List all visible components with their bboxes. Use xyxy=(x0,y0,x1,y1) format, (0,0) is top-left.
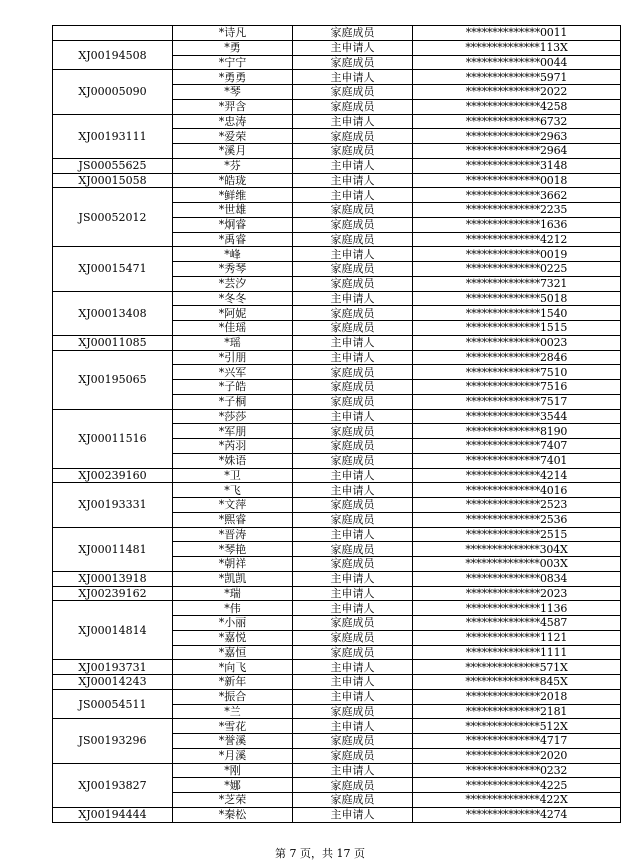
name-cell: *琴艳 xyxy=(173,542,293,557)
name-cell: *熙睿 xyxy=(173,512,293,527)
application-id-cell: XJ00011516 xyxy=(53,409,173,468)
role-cell: 家庭成员 xyxy=(293,232,413,247)
application-id-cell: XJ00194508 xyxy=(53,40,173,70)
name-cell: *秀琴 xyxy=(173,262,293,277)
name-cell: *爱荣 xyxy=(173,129,293,144)
role-cell: 家庭成员 xyxy=(293,748,413,763)
name-cell: *嘉悦 xyxy=(173,630,293,645)
table-row xyxy=(53,335,621,350)
role-cell: 主申请人 xyxy=(293,40,413,55)
name-cell: *羿含 xyxy=(173,99,293,114)
id-number-cell: **************2846 xyxy=(413,350,621,365)
application-id-cell: XJ00011085 xyxy=(53,335,173,350)
id-number-cell: **************4274 xyxy=(413,807,621,822)
name-cell: *娜 xyxy=(173,778,293,793)
id-number-cell: **************7401 xyxy=(413,453,621,468)
id-number-cell: **************0011 xyxy=(413,26,621,41)
id-number-cell: **************7407 xyxy=(413,439,621,454)
id-number-cell: **************4587 xyxy=(413,616,621,631)
name-cell: *兴军 xyxy=(173,365,293,380)
application-id-cell xyxy=(53,26,173,41)
role-cell: 主申请人 xyxy=(293,660,413,675)
id-number-cell: **************0232 xyxy=(413,763,621,778)
id-number-cell: **************1515 xyxy=(413,321,621,336)
application-id-cell: XJ00014814 xyxy=(53,601,173,660)
id-number-cell: **************7516 xyxy=(413,380,621,395)
name-cell: *莎莎 xyxy=(173,409,293,424)
role-cell: 家庭成员 xyxy=(293,55,413,70)
role-cell: 主申请人 xyxy=(293,291,413,306)
id-number-cell: **************113X xyxy=(413,40,621,55)
role-cell: 主申请人 xyxy=(293,335,413,350)
table-row xyxy=(53,158,621,173)
application-id-cell: XJ00005090 xyxy=(53,70,173,114)
role-cell: 家庭成员 xyxy=(293,394,413,409)
name-cell: *芸汐 xyxy=(173,276,293,291)
id-number-cell: **************7510 xyxy=(413,365,621,380)
id-number-cell: **************1121 xyxy=(413,630,621,645)
id-number-cell: **************4212 xyxy=(413,232,621,247)
role-cell: 家庭成员 xyxy=(293,321,413,336)
role-cell: 家庭成员 xyxy=(293,99,413,114)
role-cell: 家庭成员 xyxy=(293,262,413,277)
id-number-cell: **************7517 xyxy=(413,394,621,409)
id-number-cell: **************845X xyxy=(413,675,621,690)
name-cell: *雪花 xyxy=(173,719,293,734)
table-row xyxy=(53,601,621,616)
name-cell: *皓珑 xyxy=(173,173,293,188)
id-number-cell: **************5018 xyxy=(413,291,621,306)
role-cell: 家庭成员 xyxy=(293,645,413,660)
name-cell: *秦松 xyxy=(173,807,293,822)
id-number-cell: **************6732 xyxy=(413,114,621,129)
role-cell: 家庭成员 xyxy=(293,453,413,468)
id-number-cell: **************2235 xyxy=(413,203,621,218)
table-row xyxy=(53,468,621,483)
id-number-cell: **************3148 xyxy=(413,158,621,173)
name-cell: *卫 xyxy=(173,468,293,483)
name-cell: *芬 xyxy=(173,158,293,173)
id-number-cell: **************0834 xyxy=(413,571,621,586)
table-row xyxy=(53,173,621,188)
role-cell: 家庭成员 xyxy=(293,129,413,144)
name-cell: *禹睿 xyxy=(173,232,293,247)
name-cell: *勇勇 xyxy=(173,70,293,85)
name-cell: *冬冬 xyxy=(173,291,293,306)
name-cell: *新年 xyxy=(173,675,293,690)
application-id-cell: XJ00193331 xyxy=(53,483,173,527)
application-id-cell: XJ00014243 xyxy=(53,675,173,690)
role-cell: 家庭成员 xyxy=(293,203,413,218)
name-cell: *宁宁 xyxy=(173,55,293,70)
applicant-table-body xyxy=(53,26,621,823)
application-id-cell: XJ00013918 xyxy=(53,571,173,586)
id-number-cell: **************4717 xyxy=(413,734,621,749)
role-cell: 主申请人 xyxy=(293,114,413,129)
name-cell: *诗凡 xyxy=(173,26,293,41)
role-cell: 主申请人 xyxy=(293,527,413,542)
id-number-cell: **************512X xyxy=(413,719,621,734)
role-cell: 家庭成员 xyxy=(293,498,413,513)
application-id-cell: XJ00011481 xyxy=(53,527,173,571)
name-cell: *军朋 xyxy=(173,424,293,439)
role-cell: 主申请人 xyxy=(293,188,413,203)
id-number-cell: **************2964 xyxy=(413,144,621,159)
application-id-cell: JS00055625 xyxy=(53,158,173,173)
name-cell: *子桐 xyxy=(173,394,293,409)
role-cell: 主申请人 xyxy=(293,483,413,498)
name-cell: *姝语 xyxy=(173,453,293,468)
name-cell: *瑞 xyxy=(173,586,293,601)
role-cell: 主申请人 xyxy=(293,601,413,616)
name-cell: *炯睿 xyxy=(173,217,293,232)
id-number-cell: **************2963 xyxy=(413,129,621,144)
id-number-cell: **************003X xyxy=(413,557,621,572)
role-cell: 主申请人 xyxy=(293,70,413,85)
role-cell: 主申请人 xyxy=(293,571,413,586)
name-cell: *兰 xyxy=(173,704,293,719)
name-cell: *芝荣 xyxy=(173,793,293,808)
application-id-cell: XJ00015058 xyxy=(53,173,173,188)
application-id-cell: JS00052012 xyxy=(53,188,173,247)
table-row xyxy=(53,807,621,822)
role-cell: 主申请人 xyxy=(293,468,413,483)
id-number-cell: **************2181 xyxy=(413,704,621,719)
role-cell: 主申请人 xyxy=(293,675,413,690)
application-id-cell: XJ00239162 xyxy=(53,586,173,601)
id-number-cell: **************2023 xyxy=(413,586,621,601)
applicant-table xyxy=(52,25,621,823)
name-cell: *朝祥 xyxy=(173,557,293,572)
id-number-cell: **************0225 xyxy=(413,262,621,277)
role-cell: 家庭成员 xyxy=(293,380,413,395)
name-cell: *溪月 xyxy=(173,144,293,159)
id-number-cell: **************5971 xyxy=(413,70,621,85)
role-cell: 家庭成员 xyxy=(293,793,413,808)
table-row xyxy=(53,483,621,498)
id-number-cell: **************4016 xyxy=(413,483,621,498)
name-cell: *勇 xyxy=(173,40,293,55)
role-cell: 主申请人 xyxy=(293,158,413,173)
role-cell: 主申请人 xyxy=(293,350,413,365)
id-number-cell: **************2536 xyxy=(413,512,621,527)
role-cell: 家庭成员 xyxy=(293,217,413,232)
table-row xyxy=(53,586,621,601)
role-cell: 家庭成员 xyxy=(293,512,413,527)
id-number-cell: **************3662 xyxy=(413,188,621,203)
name-cell: *小丽 xyxy=(173,616,293,631)
application-id-cell: XJ00195065 xyxy=(53,350,173,409)
table-row xyxy=(53,675,621,690)
name-cell: *晋涛 xyxy=(173,527,293,542)
id-number-cell: **************2018 xyxy=(413,689,621,704)
table-row xyxy=(53,40,621,55)
role-cell: 家庭成员 xyxy=(293,704,413,719)
role-cell: 家庭成员 xyxy=(293,630,413,645)
role-cell: 主申请人 xyxy=(293,689,413,704)
role-cell: 主申请人 xyxy=(293,719,413,734)
id-number-cell: **************1540 xyxy=(413,306,621,321)
name-cell: *振合 xyxy=(173,689,293,704)
table-row xyxy=(53,70,621,85)
role-cell: 主申请人 xyxy=(293,763,413,778)
id-number-cell: **************8190 xyxy=(413,424,621,439)
name-cell: *忠涛 xyxy=(173,114,293,129)
name-cell: *文萍 xyxy=(173,498,293,513)
table-row xyxy=(53,188,621,203)
name-cell: *引朋 xyxy=(173,350,293,365)
application-id-cell: JS00054511 xyxy=(53,689,173,719)
name-cell: *向飞 xyxy=(173,660,293,675)
application-id-cell: XJ00013408 xyxy=(53,291,173,335)
role-cell: 家庭成员 xyxy=(293,365,413,380)
name-cell: *佳瑶 xyxy=(173,321,293,336)
name-cell: *琴 xyxy=(173,85,293,100)
role-cell: 家庭成员 xyxy=(293,778,413,793)
name-cell: *嘉恒 xyxy=(173,645,293,660)
page-footer: 第 7 页，共 17 页 xyxy=(275,847,365,860)
name-cell: *峰 xyxy=(173,247,293,262)
role-cell: 家庭成员 xyxy=(293,439,413,454)
role-cell: 家庭成员 xyxy=(293,616,413,631)
id-number-cell: **************571X xyxy=(413,660,621,675)
table-row xyxy=(53,291,621,306)
table-row xyxy=(53,571,621,586)
id-number-cell: **************0044 xyxy=(413,55,621,70)
application-id-cell: XJ00193111 xyxy=(53,114,173,158)
name-cell: *世雄 xyxy=(173,203,293,218)
name-cell: *飞 xyxy=(173,483,293,498)
role-cell: 家庭成员 xyxy=(293,557,413,572)
role-cell: 主申请人 xyxy=(293,247,413,262)
name-cell: *伟 xyxy=(173,601,293,616)
role-cell: 家庭成员 xyxy=(293,26,413,41)
role-cell: 主申请人 xyxy=(293,409,413,424)
name-cell: *芮羽 xyxy=(173,439,293,454)
role-cell: 家庭成员 xyxy=(293,542,413,557)
id-number-cell: **************2020 xyxy=(413,748,621,763)
role-cell: 家庭成员 xyxy=(293,424,413,439)
application-id-cell: XJ00193731 xyxy=(53,660,173,675)
application-id-cell: XJ00193827 xyxy=(53,763,173,807)
table-row xyxy=(53,409,621,424)
table-row xyxy=(53,689,621,704)
id-number-cell: **************2515 xyxy=(413,527,621,542)
role-cell: 家庭成员 xyxy=(293,144,413,159)
id-number-cell: **************2523 xyxy=(413,498,621,513)
application-id-cell: XJ00015471 xyxy=(53,247,173,291)
role-cell: 家庭成员 xyxy=(293,306,413,321)
name-cell: *阿妮 xyxy=(173,306,293,321)
application-id-cell: XJ00194444 xyxy=(53,807,173,822)
table-row xyxy=(53,26,621,41)
id-number-cell: **************0019 xyxy=(413,247,621,262)
role-cell: 主申请人 xyxy=(293,807,413,822)
role-cell: 家庭成员 xyxy=(293,734,413,749)
id-number-cell: **************0023 xyxy=(413,335,621,350)
role-cell: 主申请人 xyxy=(293,586,413,601)
name-cell: *刚 xyxy=(173,763,293,778)
role-cell: 家庭成员 xyxy=(293,276,413,291)
name-cell: *鲜维 xyxy=(173,188,293,203)
id-number-cell: **************1111 xyxy=(413,645,621,660)
id-number-cell: **************2022 xyxy=(413,85,621,100)
name-cell: *凯凯 xyxy=(173,571,293,586)
table-row xyxy=(53,527,621,542)
name-cell: *月溪 xyxy=(173,748,293,763)
table-row xyxy=(53,114,621,129)
role-cell: 家庭成员 xyxy=(293,85,413,100)
id-number-cell: **************4225 xyxy=(413,778,621,793)
name-cell: *瑶 xyxy=(173,335,293,350)
name-cell: *子皓 xyxy=(173,380,293,395)
application-id-cell: JS00193296 xyxy=(53,719,173,763)
id-number-cell: **************1136 xyxy=(413,601,621,616)
id-number-cell: **************4258 xyxy=(413,99,621,114)
table-row xyxy=(53,350,621,365)
table-row xyxy=(53,719,621,734)
id-number-cell: **************3544 xyxy=(413,409,621,424)
role-cell: 主申请人 xyxy=(293,173,413,188)
id-number-cell: **************1636 xyxy=(413,217,621,232)
id-number-cell: **************422X xyxy=(413,793,621,808)
table-row xyxy=(53,660,621,675)
id-number-cell: **************4214 xyxy=(413,468,621,483)
id-number-cell: **************0018 xyxy=(413,173,621,188)
id-number-cell: **************7321 xyxy=(413,276,621,291)
name-cell: *誉溪 xyxy=(173,734,293,749)
id-number-cell: **************304X xyxy=(413,542,621,557)
table-row xyxy=(53,763,621,778)
table-row xyxy=(53,247,621,262)
application-id-cell: XJ00239160 xyxy=(53,468,173,483)
